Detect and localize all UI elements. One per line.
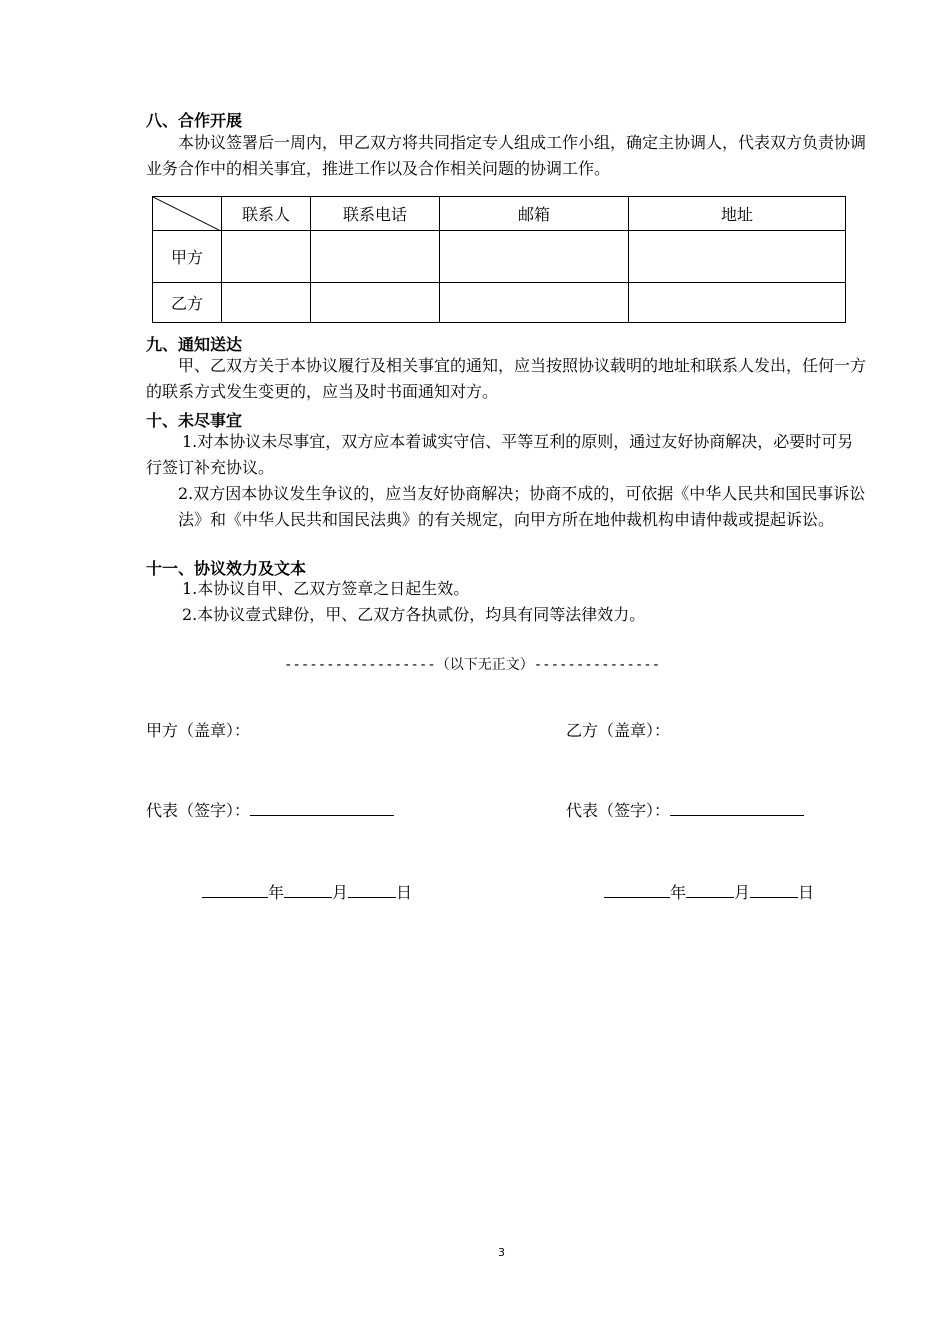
party-a-email-cell[interactable] bbox=[440, 231, 629, 283]
header-phone: 联系电话 bbox=[311, 197, 440, 231]
party-b-date bbox=[604, 880, 814, 906]
party-b-month-blank[interactable] bbox=[686, 883, 734, 898]
section-9-heading: 九、通知送达 bbox=[146, 335, 243, 354]
header-email: 邮箱 bbox=[440, 197, 629, 231]
section-9-text: 甲、乙双方关于本协议履行及相关事宜的通知，应当按照协议载明的地址和联系人发出，任何一方的联系方式发生变更的，应当及时书面通知对方。 bbox=[146, 356, 867, 401]
section-8-heading: 八、合作开展 bbox=[146, 111, 243, 130]
party-a-date bbox=[202, 880, 412, 906]
party-b-year-blank[interactable] bbox=[604, 883, 670, 898]
party-a-rep-block bbox=[146, 798, 394, 824]
section-11-item-2: 2.本协议壹式肆份，甲、乙双方各执贰份，均具有同等法律效力。 bbox=[182, 605, 646, 624]
table-row bbox=[153, 231, 846, 283]
diagonal-line bbox=[153, 197, 221, 231]
party-b-phone-cell[interactable] bbox=[311, 283, 440, 323]
party-b-rep-label: 代表（签字）： bbox=[566, 801, 671, 820]
party-b-email-cell[interactable] bbox=[440, 283, 629, 323]
party-a-label: 甲方 bbox=[153, 231, 222, 283]
party-b-contact-cell[interactable] bbox=[222, 283, 311, 323]
end-of-text-marker: ------------------（以下无正文）--------------- bbox=[284, 657, 661, 673]
party-b-address-cell[interactable] bbox=[629, 283, 846, 323]
header-contact-person: 联系人 bbox=[222, 197, 311, 231]
party-a-contact-cell[interactable] bbox=[222, 231, 311, 283]
month-label: 月 bbox=[332, 883, 349, 902]
party-a-rep-label: 代表（签字）： bbox=[146, 801, 251, 820]
party-b-rep-block bbox=[566, 798, 804, 824]
contact-table bbox=[152, 196, 846, 323]
header-address: 地址 bbox=[629, 197, 846, 231]
page-number: 3 bbox=[498, 1246, 505, 1259]
party-a-signature-line[interactable] bbox=[250, 801, 394, 816]
party-b-seal-label: 乙方（盖章）： bbox=[566, 721, 671, 740]
party-a-month-blank[interactable] bbox=[284, 883, 332, 898]
section-10-item-2: 2.双方因本协议发生争议的，应当友好协商解决；协商不成的，可依据《中华人民共和国民事诉讼法》和《中华人民共和国民法典》的有关规定，向甲方所在地仲裁机构申请仲裁或提起诉讼。 bbox=[178, 484, 866, 529]
section-11-item-1: 1.本协议自甲、乙双方签章之日起生效。 bbox=[182, 579, 470, 598]
party-b-signature-line[interactable] bbox=[670, 801, 804, 816]
party-a-day-blank[interactable] bbox=[348, 883, 396, 898]
day-label: 日 bbox=[798, 883, 815, 902]
section-10-heading: 十、未尽事宜 bbox=[146, 411, 243, 430]
party-b-label: 乙方 bbox=[153, 283, 222, 323]
party-a-year-blank[interactable] bbox=[202, 883, 268, 898]
day-label: 日 bbox=[396, 883, 413, 902]
section-10-item-1: 1.对本协议未尽事宜，双方应本着诚实守信、平等互利的原则，通过友好协商解决，必要时可另行签订补充协议。 bbox=[146, 432, 854, 477]
party-b-day-blank[interactable] bbox=[750, 883, 798, 898]
section-11-heading: 十一、协议效力及文本 bbox=[146, 559, 307, 578]
table-header-row bbox=[153, 197, 846, 231]
party-a-phone-cell[interactable] bbox=[311, 231, 440, 283]
year-label: 年 bbox=[268, 883, 285, 902]
month-label: 月 bbox=[734, 883, 751, 902]
section-8-text: 本协议签署后一周内，甲乙双方将共同指定专人组成工作小组，确定主协调人，代表双方负责协调业务合作中的相关事宜，推进工作以及合作相关问题的协调工作。 bbox=[146, 133, 867, 178]
diagonal-header-cell bbox=[153, 197, 222, 231]
party-a-address-cell[interactable] bbox=[629, 231, 846, 283]
table-row bbox=[153, 283, 846, 323]
year-label: 年 bbox=[670, 883, 687, 902]
party-a-seal-label: 甲方（盖章）： bbox=[146, 721, 251, 740]
